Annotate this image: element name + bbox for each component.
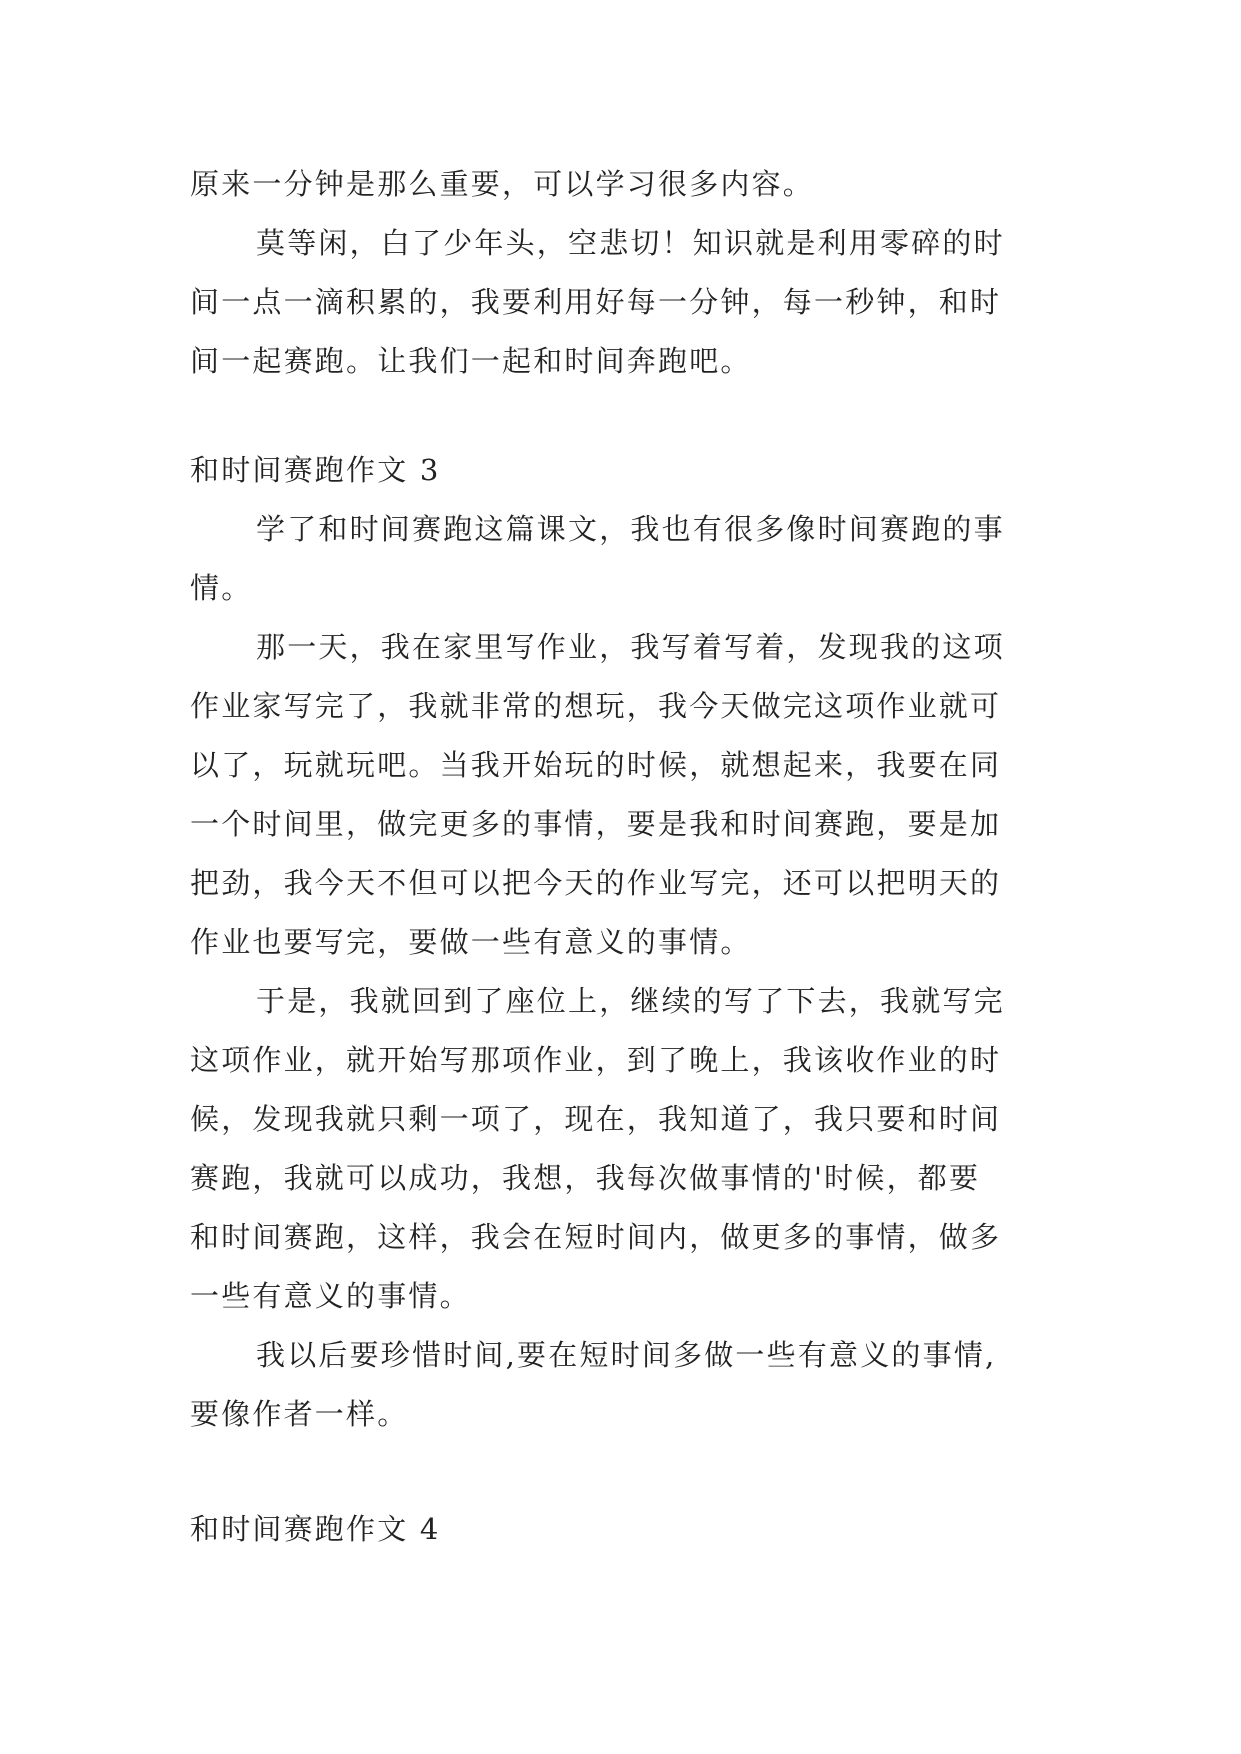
text-line: 于是，我就回到了座位上，继续的写了下去，我就写完 [256,984,1005,1018]
text-line: 以了，玩就玩吧。当我开始玩的时候，就想起来，我要在同 [190,748,1002,782]
text-line: 作业也要写完，要做一些有意义的事情。 [190,925,752,959]
text-line: 莫等闲，白了少年头，空悲切！知识就是利用零碎的时 [256,226,1005,260]
section-heading-4: 和时间赛跑作文 4 [190,1512,441,1546]
section-heading-3: 和时间赛跑作文 3 [190,453,441,487]
text-line: 一些有意义的事情。 [190,1279,471,1313]
text-line: 那一天，我在家里写作业，我写着写着，发现我的这项 [256,630,1005,664]
paragraph-group-2 [190,500,1050,1444]
text-line: 这项作业，就开始写那项作业，到了晚上，我该收作业的时 [190,1043,1002,1077]
text-line: 间一起赛跑。让我们一起和时间奔跑吧。 [190,344,752,378]
text-line: 间一点一滴积累的，我要利用好每一分钟，每一秒钟，和时 [190,285,1002,319]
text-line: 原来一分钟是那么重要，可以学习很多内容。 [190,167,815,201]
text-line: 情。 [190,571,253,605]
text-line: 要像作者一样。 [190,1397,409,1431]
text-line: 赛跑，我就可以成功，我想，我每次做事情的'时候，都要 [190,1161,981,1195]
text-line: 候，发现我就只剩一项了，现在，我知道了，我只要和时间 [190,1102,1002,1136]
text-line: 和时间赛跑，这样，我会在短时间内，做更多的事情，做多 [190,1220,1002,1254]
text-line: 学了和时间赛跑这篇课文，我也有很多像时间赛跑的事 [256,512,1005,546]
text-line: 我以后要珍惜时间,要在短时间多做一些有意义的事情, [256,1338,997,1372]
text-line: 作业家写完了，我就非常的想玩，我今天做完这项作业就可 [190,689,1002,723]
paragraph-group-1 [190,155,1050,391]
text-line: 把劲，我今天不但可以把今天的作业写完，还可以把明天的 [190,866,1002,900]
text-line: 一个时间里，做完更多的事情，要是我和时间赛跑，要是加 [190,807,1002,841]
